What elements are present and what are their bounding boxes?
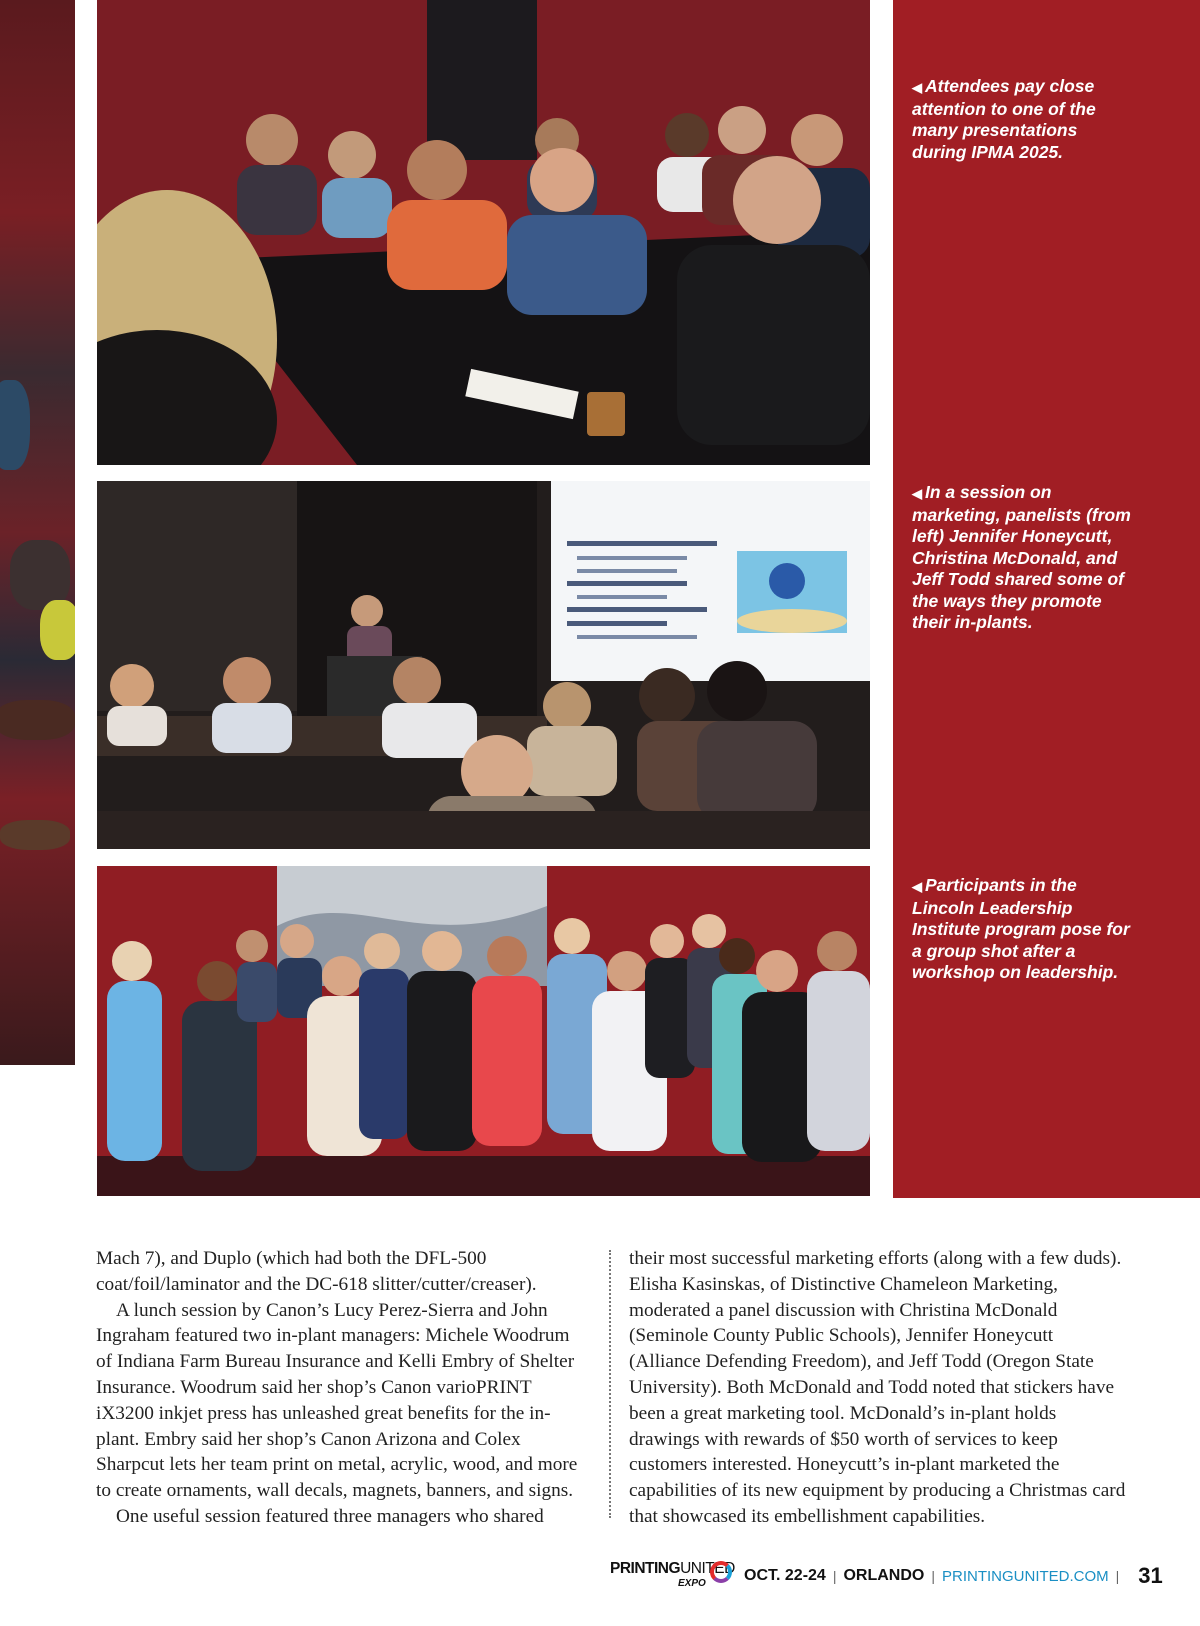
event-date: OCT. 22-24 xyxy=(744,1567,826,1584)
event-city: ORLANDO xyxy=(843,1567,925,1584)
caption-pointer-icon: ◀ xyxy=(912,486,922,501)
logo-text-bold: PRINTING xyxy=(610,1560,681,1577)
logo-text-thin: UNITED xyxy=(680,1560,735,1577)
photo-attendees xyxy=(97,0,870,465)
page-footer xyxy=(610,1556,1170,1596)
column-divider xyxy=(609,1250,611,1518)
footer-separator: | xyxy=(931,1568,935,1584)
article-paragraph: One useful session featured three managers who shared xyxy=(116,1505,544,1527)
caption-text: Attendees pay close attention to one of the many presentations during IPMA 2025. xyxy=(912,76,1096,162)
logo-ring-icon xyxy=(710,1561,732,1583)
caption-text: In a session on marketing, panelists (from left) Jennifer Honeycutt, Christina McDonald, and Jeff Todd shared some of the ways they promote their in-plants. xyxy=(912,482,1131,632)
photo-group-shot xyxy=(97,866,870,1196)
article-paragraph: their most successful marketing efforts (along with a few duds). Elisha Kasinskas, of Distinctive Chameleon Marketing, moderated a panel discussion with Christina McDonald (Seminole County Public Schools), Jennifer Honeycutt (Alliance Defending Freedom), and Jeff Todd (Oregon State University). Both McDonald and Todd noted that stickers have been a great marketing tool. McDonald’s in-plant holds drawings with rewards of $50 worth of services to keep customers interested. Honeycutt’s in-plant marketed the capabilities of its new equipment by producing a Christmas card that showcased its embellishment capabilities. xyxy=(629,1248,1126,1527)
article-column-left xyxy=(96,1246,588,1530)
photo-panel-session xyxy=(97,481,870,849)
footer-separator: | xyxy=(1115,1568,1120,1584)
article-column-right xyxy=(629,1246,1129,1530)
left-cropped-photo xyxy=(0,0,75,1065)
event-url-link[interactable]: PRINTINGUNITED.COM xyxy=(941,1567,1109,1585)
page-number: 31 xyxy=(1138,1563,1163,1588)
article-paragraph: Mach 7), and Duplo (which had both the DFL-500 coat/foil/laminator and the DC-618 slitter/cutter/creaser). xyxy=(96,1248,537,1295)
caption-pointer-icon: ◀ xyxy=(912,80,922,95)
caption-panel-session xyxy=(912,482,1134,634)
caption-attendees xyxy=(912,76,1134,163)
caption-group-shot xyxy=(912,875,1134,984)
caption-text: Participants in the Lincoln Leadership Institute program pose for a group shot after a workshop on leadership. xyxy=(912,875,1130,982)
caption-pointer-icon: ◀ xyxy=(912,879,922,894)
logo-expo-text: EXPO xyxy=(678,1578,706,1589)
footer-separator: | xyxy=(832,1568,837,1584)
article-paragraph: A lunch session by Canon’s Lucy Perez-Sierra and John Ingraham featured two in-plant managers: Michele Woodrum of Indiana Farm Bureau Insurance and Kelli Embry of Shelter Insurance. Woodrum said her shop’s Canon varioPRINT iX3200 inkjet press has unleashed great benefits for the in-plant. Embry said her shop’s Canon Arizona and Colex Sharpcut lets her team print on metal, acrylic, wood, and more to create ornaments, wall decals, magnets, banners, and signs. xyxy=(96,1299,578,1502)
printingunited-expo-logo xyxy=(610,1556,734,1596)
